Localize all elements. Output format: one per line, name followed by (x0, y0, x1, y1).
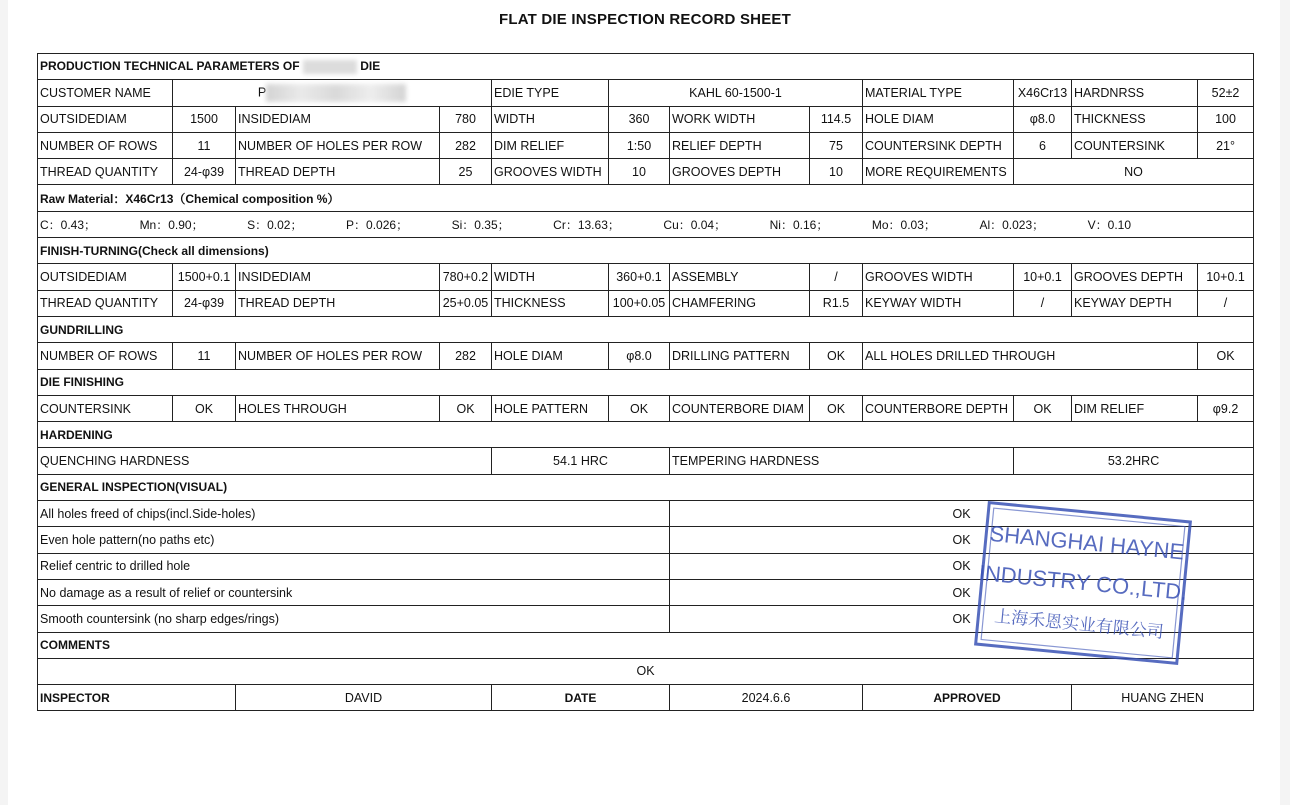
table-cell: / (810, 264, 863, 290)
table-cell: 100 (1198, 106, 1254, 132)
table-cell: / (1198, 290, 1254, 316)
table-cell: OK (1014, 395, 1072, 421)
redacted-text (266, 84, 406, 102)
element-value: Ni：0.16； (769, 217, 829, 232)
table-cell: 25+0.05 (440, 290, 492, 316)
table-cell: 11 (173, 343, 236, 369)
inspection-item (38, 579, 1254, 605)
element-value: Al：0.023； (979, 217, 1045, 232)
table-cell: R1.5 (810, 290, 863, 316)
table-row (38, 106, 1254, 132)
element-value: Si：0.35； (451, 217, 510, 232)
edie-type-label: EDIE TYPE (492, 80, 609, 106)
section-header-finish-turning (38, 238, 1254, 264)
table-cell: 780 (440, 106, 492, 132)
comments-heading: COMMENTS (38, 632, 1254, 658)
table-row (38, 80, 1254, 106)
table-cell: NUMBER OF HOLES PER ROW (236, 343, 440, 369)
table-row (38, 448, 1254, 474)
element-value: C：0.43； (40, 217, 97, 232)
inspection-item (38, 606, 1254, 632)
table-cell: 1500 (173, 106, 236, 132)
inspection-item (38, 553, 1254, 579)
inspection-item-label: Even hole pattern(no paths etc) (38, 527, 670, 553)
inspection-item-result: OK (670, 579, 1254, 605)
table-row (38, 211, 1254, 237)
table-cell: 21° (1198, 132, 1254, 158)
table-cell: HOLES THROUGH (236, 395, 440, 421)
inspector-value: DAVID (236, 685, 492, 711)
table-cell: KEYWAY DEPTH (1072, 290, 1198, 316)
redacted-text (303, 60, 357, 74)
customer-label: CUSTOMER NAME (38, 80, 173, 106)
finish-turning-heading: FINISH-TURNING(Check all dimensions) (38, 238, 1254, 264)
table-row (38, 343, 1254, 369)
table-cell: GROOVES DEPTH (670, 159, 810, 185)
element-value: V：0.10 (1087, 217, 1132, 232)
quenching-value: 54.1 HRC (492, 448, 670, 474)
section-header-general-inspection (38, 474, 1254, 500)
table-cell: OK (810, 395, 863, 421)
table-cell: CHAMFERING (670, 290, 810, 316)
document-title: FLAT DIE INSPECTION RECORD SHEET (499, 11, 791, 28)
element-value: P：0.026； (346, 217, 409, 232)
inspection-item-result: OK (670, 606, 1254, 632)
chemical-composition (40, 216, 1251, 233)
inspection-item-label: All holes freed of chips(incl.Side-holes) (38, 501, 670, 527)
table-cell: 25 (440, 159, 492, 185)
table-cell: OUTSIDEDIAM (38, 264, 173, 290)
table-cell: 10 (609, 159, 670, 185)
edie-type-value: KAHL 60-1500-1 (609, 80, 863, 106)
quenching-label: QUENCHING HARDNESS (38, 448, 492, 474)
table-cell: 282 (440, 343, 492, 369)
table-row (38, 395, 1254, 421)
hardness-label: HARDNRSS (1072, 80, 1198, 106)
table-cell: WIDTH (492, 106, 609, 132)
table-cell: ASSEMBLY (670, 264, 810, 290)
table-cell: OK (173, 395, 236, 421)
table-cell: COUNTERSINK DEPTH (863, 132, 1014, 158)
signature-row (38, 685, 1254, 711)
customer-value: P (257, 85, 267, 100)
table-cell: KEYWAY WIDTH (863, 290, 1014, 316)
table-row (38, 658, 1254, 684)
general-heading: GENERAL INSPECTION(VISUAL) (38, 474, 1254, 500)
table-cell: HOLE DIAM (492, 343, 609, 369)
table-cell: φ8.0 (609, 343, 670, 369)
material-type-value: X46Cr13 (1014, 80, 1072, 106)
table-cell: DIM RELIEF (492, 132, 609, 158)
section-header-production (38, 54, 1254, 80)
approved-label: APPROVED (863, 685, 1072, 711)
inspection-item-label: No damage as a result of relief or countersink (38, 579, 670, 605)
table-cell: THICKNESS (1072, 106, 1198, 132)
table-row (38, 132, 1254, 158)
table-cell: 114.5 (810, 106, 863, 132)
table-cell: NUMBER OF ROWS (38, 132, 173, 158)
element-value: Cu：0.04； (663, 217, 727, 232)
table-cell: 10+0.1 (1014, 264, 1072, 290)
table-cell: 24-φ39 (173, 159, 236, 185)
table-cell: INSIDEDIAM (236, 106, 440, 132)
inspection-item-label: Relief centric to drilled hole (38, 553, 670, 579)
die-finishing-heading: DIE FINISHING (38, 369, 1254, 395)
date-value: 2024.6.6 (670, 685, 863, 711)
table-cell: GROOVES WIDTH (492, 159, 609, 185)
table-row (38, 290, 1254, 316)
approved-value: HUANG ZHEN (1072, 685, 1254, 711)
table-cell: THREAD DEPTH (236, 290, 440, 316)
table-cell: THREAD QUANTITY (38, 159, 173, 185)
element-value: Mo：0.03； (871, 217, 936, 232)
tempering-label: TEMPERING HARDNESS (670, 448, 1014, 474)
tempering-value: 53.2HRC (1014, 448, 1254, 474)
table-cell: / (1014, 290, 1072, 316)
table-cell: WIDTH (492, 264, 609, 290)
stamp-line-3: 上海禾恩实业有限公司 (993, 606, 1165, 643)
section-header-gundrilling (38, 316, 1254, 342)
inspection-table (37, 53, 1254, 711)
table-cell: OUTSIDEDIAM (38, 106, 173, 132)
table-cell: HOLE PATTERN (492, 395, 609, 421)
table-row (38, 264, 1254, 290)
table-cell: 6 (1014, 132, 1072, 158)
date-label: DATE (492, 685, 670, 711)
table-cell: 75 (810, 132, 863, 158)
table-cell: OK (609, 395, 670, 421)
inspection-item-result: OK (670, 501, 1254, 527)
element-value: S：0.02； (247, 217, 303, 232)
table-cell: 10+0.1 (1198, 264, 1254, 290)
table-cell: 360 (609, 106, 670, 132)
table-cell: ALL HOLES DRILLED THROUGH (863, 343, 1198, 369)
table-row (38, 159, 1254, 185)
table-cell: 780+0.2 (440, 264, 492, 290)
table-cell: GROOVES WIDTH (863, 264, 1014, 290)
inspection-item-result: OK (670, 553, 1254, 579)
customer-value-cell (173, 80, 492, 106)
table-cell: RELIEF DEPTH (670, 132, 810, 158)
table-cell: NUMBER OF HOLES PER ROW (236, 132, 440, 158)
table-cell: OK (440, 395, 492, 421)
table-cell: DIM RELIEF (1072, 395, 1198, 421)
table-cell: 10 (810, 159, 863, 185)
table-cell: 282 (440, 132, 492, 158)
table-cell: OK (810, 343, 863, 369)
inspection-item-result: OK (670, 527, 1254, 553)
table-cell: COUNTERSINK (1072, 132, 1198, 158)
inspector-label: INSPECTOR (38, 685, 236, 711)
table-cell: 11 (173, 132, 236, 158)
table-cell: 24-φ39 (173, 290, 236, 316)
table-cell: WORK WIDTH (670, 106, 810, 132)
section-header-raw-material (38, 185, 1254, 211)
production-heading-left: PRODUCTION TECHNICAL PARAMETERS OF (40, 59, 300, 74)
hardness-value: 52±2 (1198, 80, 1254, 106)
stamp-line-1: SHANGHAI HAYNE (988, 520, 1186, 565)
comments-value: OK (38, 658, 1254, 684)
table-cell: 100+0.05 (609, 290, 670, 316)
element-value: Cr：13.63； (553, 217, 620, 232)
material-type-label: MATERIAL TYPE (863, 80, 1014, 106)
table-cell: THREAD DEPTH (236, 159, 440, 185)
table-cell: NUMBER OF ROWS (38, 343, 173, 369)
inspection-item-label: Smooth countersink (no sharp edges/rings) (38, 606, 670, 632)
table-cell: OK (1198, 343, 1254, 369)
stamp-line-2: INDUSTRY CO.,LTD. (977, 560, 1189, 605)
table-cell: DRILLING PATTERN (670, 343, 810, 369)
production-heading-right: DIE (360, 59, 381, 74)
table-cell: GROOVES DEPTH (1072, 264, 1198, 290)
raw-material-heading: Raw Material：X46Cr13（Chemical composition %） (38, 185, 1254, 211)
table-cell: COUNTERBORE DIAM (670, 395, 810, 421)
inspection-item (38, 527, 1254, 553)
table-cell: 360+0.1 (609, 264, 670, 290)
gundrilling-heading: GUNDRILLING (38, 316, 1254, 342)
table-cell: 1500+0.1 (173, 264, 236, 290)
table-cell: φ9.2 (1198, 395, 1254, 421)
element-value: Mn：0.90； (139, 217, 204, 232)
table-cell: COUNTERBORE DEPTH (863, 395, 1014, 421)
hardening-heading: HARDENING (38, 422, 1254, 448)
section-header-comments (38, 632, 1254, 658)
table-cell: COUNTERSINK (38, 395, 173, 421)
table-cell: 1:50 (609, 132, 670, 158)
table-cell: HOLE DIAM (863, 106, 1014, 132)
inspection-item (38, 501, 1254, 527)
section-header-die-finishing (38, 369, 1254, 395)
table-cell: φ8.0 (1014, 106, 1072, 132)
table-cell: INSIDEDIAM (236, 264, 440, 290)
table-cell: THICKNESS (492, 290, 609, 316)
table-cell: NO (1014, 159, 1254, 185)
table-cell: MORE REQUIREMENTS (863, 159, 1014, 185)
section-header-hardening (38, 422, 1254, 448)
table-cell: THREAD QUANTITY (38, 290, 173, 316)
